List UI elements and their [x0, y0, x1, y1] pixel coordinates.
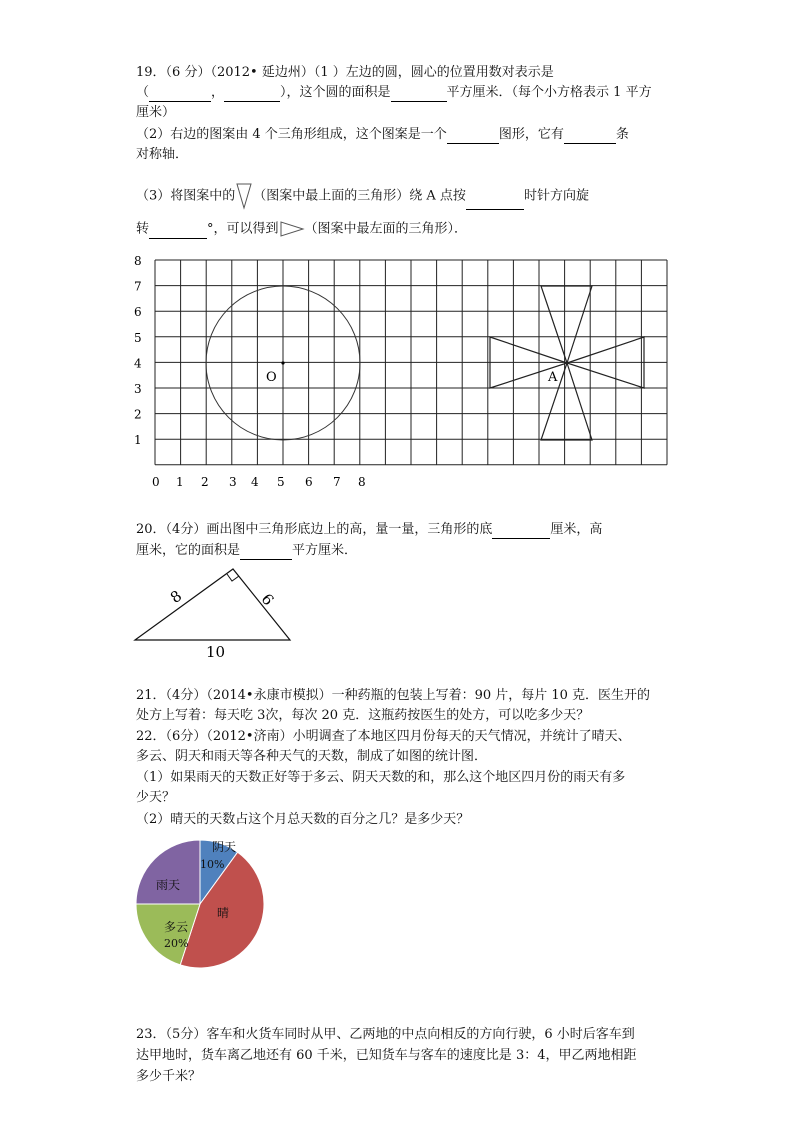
q19-line4-c: 条 — [615, 127, 629, 142]
q19-line1-text: 19．（6 分）（2012• 延边州）（1 ）左边的圆，圆心的位置用数对表示是 — [136, 65, 554, 80]
q20-line1 — [136, 521, 602, 539]
q19-answer-blank-y[interactable] — [224, 87, 280, 102]
point-a-label: A — [548, 370, 558, 385]
y-tick-label: 2 — [134, 407, 142, 422]
q21-line1 — [136, 687, 650, 705]
q23-line1-text: 23．（5分）客车和火货车同时从甲、乙两地的中点向相反的方向行驶，6 小时后客车到 — [136, 1027, 635, 1042]
q22-line3-text: （1）如果雨天的天数正好等于多云、阴天天数的和，那么这个地区四月份的雨天有多 — [136, 770, 626, 785]
q19-line2 — [136, 84, 652, 102]
q20-line2-b: 平方厘米． — [292, 543, 358, 558]
q19-grid-figure — [120, 250, 680, 495]
x-tick-label: 6 — [305, 475, 313, 489]
q19-line7 — [136, 220, 467, 239]
top-triangle-icon — [235, 182, 253, 210]
q19-line2-tail: 平方厘米．（每个小方格表示 1 平方 — [446, 85, 652, 100]
y-tick-label: 5 — [134, 330, 142, 345]
q22-line5 — [136, 811, 469, 829]
left-triangle-icon — [279, 220, 305, 238]
q22-line2-text: 多云、阴天和雨天等各种天气的天数，制成了如图的统计图． — [136, 749, 488, 764]
q21-line1-text: 21．（4分）（2014•永康市模拟）一种药瓶的包装上写着：90 片，每片 10 克．医生开的 — [136, 688, 651, 703]
q20-line2-a: 厘米，它的面积是 — [136, 543, 241, 558]
y-tick-label: 1 — [134, 433, 142, 448]
q19-line2-text: ），这个圆的面积是 — [280, 85, 391, 100]
y-tick-label: 8 — [134, 254, 142, 268]
x-tick-label: 2 — [201, 475, 209, 489]
q19-answer-blank-shape[interactable] — [447, 129, 499, 144]
q23-line3-text: 多少千米？ — [136, 1069, 202, 1084]
q20-line1-b: 厘米，高 — [550, 522, 603, 537]
y-tick-label: 7 — [134, 279, 142, 294]
q19-answer-blank-area[interactable] — [391, 87, 447, 102]
q21-line2 — [136, 707, 589, 725]
q22-line3 — [136, 769, 625, 787]
x-tick-label: 1 — [176, 475, 184, 489]
q22-line1 — [136, 728, 631, 746]
pie-slice — [136, 840, 200, 904]
x-tick-label: 4 — [251, 475, 259, 489]
q19-line3 — [136, 104, 175, 122]
x-tick-label: 7 — [333, 475, 341, 489]
pie-slice-label: 雨天 — [156, 878, 181, 892]
q19-line1 — [136, 64, 554, 82]
q19-line7-a: 转 — [136, 221, 150, 237]
q19-line6-b: （图案中最上面的三角形）绕 A 点按 — [253, 188, 466, 204]
q19-line5-text: 对称轴． — [136, 147, 189, 162]
q19-answer-blank-axes[interactable] — [564, 129, 616, 144]
x-tick-label: 3 — [229, 475, 237, 489]
circle-center-label: O — [266, 370, 277, 385]
q19-line6-c: 时针方向旋 — [523, 188, 589, 204]
q20-answer-blank-area[interactable] — [240, 545, 292, 560]
base-label: 10 — [206, 643, 226, 661]
q19-comma: ， — [211, 85, 225, 100]
q19-paren-open: （ — [136, 85, 150, 100]
y-tick-label: 6 — [134, 305, 142, 320]
q22-line2 — [136, 748, 487, 766]
q20-line2 — [136, 542, 357, 560]
q19-line5 — [136, 146, 188, 164]
pie-slice-label: 晴 — [217, 906, 230, 920]
q19-answer-blank-direction[interactable] — [466, 195, 524, 210]
pie-slice-label: 多云 — [164, 920, 189, 934]
q19-line4-b: 图形，它有 — [498, 127, 564, 142]
q23-line2-text: 达甲地时，货车离乙地还有 60 千米，已知货车与客车的速度比是 3：4，甲乙两地相距 — [136, 1048, 637, 1063]
q19-line7-b: °，可以得到 — [207, 221, 279, 237]
x-axis-ticks — [152, 475, 366, 489]
weather-pie-chart — [130, 835, 270, 975]
q23-line1 — [136, 1026, 635, 1044]
q19-line4 — [136, 126, 629, 144]
q23-line2 — [136, 1047, 636, 1065]
y-tick-label: 4 — [134, 356, 142, 371]
q19-answer-blank-x[interactable] — [149, 87, 211, 102]
side-label-left: 8 — [166, 586, 186, 607]
q20-line1-a: 20．（4分）画出图中三角形底边上的高，量一量，三角形的底 — [136, 522, 493, 537]
pie-value-label: 20% — [164, 937, 189, 950]
q20-triangle-figure — [130, 562, 300, 662]
side-label-right: 6 — [257, 590, 278, 610]
q21-line2-text: 处方上写着：每天吃 3次，每次 20 克．这瓶药按医生的处方，可以吃多少天？ — [136, 708, 590, 723]
q22-line4 — [136, 789, 175, 807]
y-tick-label: 3 — [134, 382, 142, 396]
q19-line6-a: （3）将图案中的 — [136, 188, 236, 204]
q19-line4-a: （2）右边的图案由 4 个三角形组成，这个图案是一个 — [136, 127, 447, 142]
triangle-top — [541, 286, 592, 363]
x-tick-label: 5 — [277, 475, 285, 489]
q19-line3-text: 厘米） — [136, 105, 176, 120]
x-tick-label: 0 — [152, 475, 160, 489]
q22-line4-text: 少天？ — [136, 790, 176, 805]
q19-line7-c: （图案中最左面的三角形）． — [304, 221, 468, 237]
q19-line6 — [136, 182, 589, 210]
q20-answer-blank-base[interactable] — [492, 524, 550, 539]
q19-answer-blank-angle[interactable] — [149, 224, 207, 239]
pie-slice-label: 阴天 — [212, 840, 237, 854]
x-tick-label: 8 — [358, 475, 366, 489]
circle-center-dot — [281, 361, 284, 364]
y-axis-ticks — [134, 254, 142, 447]
q22-line5-text: （2）晴天的天数占这个月总天数的百分之几？是多少天？ — [136, 812, 470, 827]
q22-line1-text: 22．（6分）（2012•济南）小明调查了本地区四月份每天的天气情况，并统计了晴天、 — [136, 729, 631, 744]
pie-value-label: 10% — [200, 858, 225, 871]
q23-line3 — [136, 1068, 201, 1086]
